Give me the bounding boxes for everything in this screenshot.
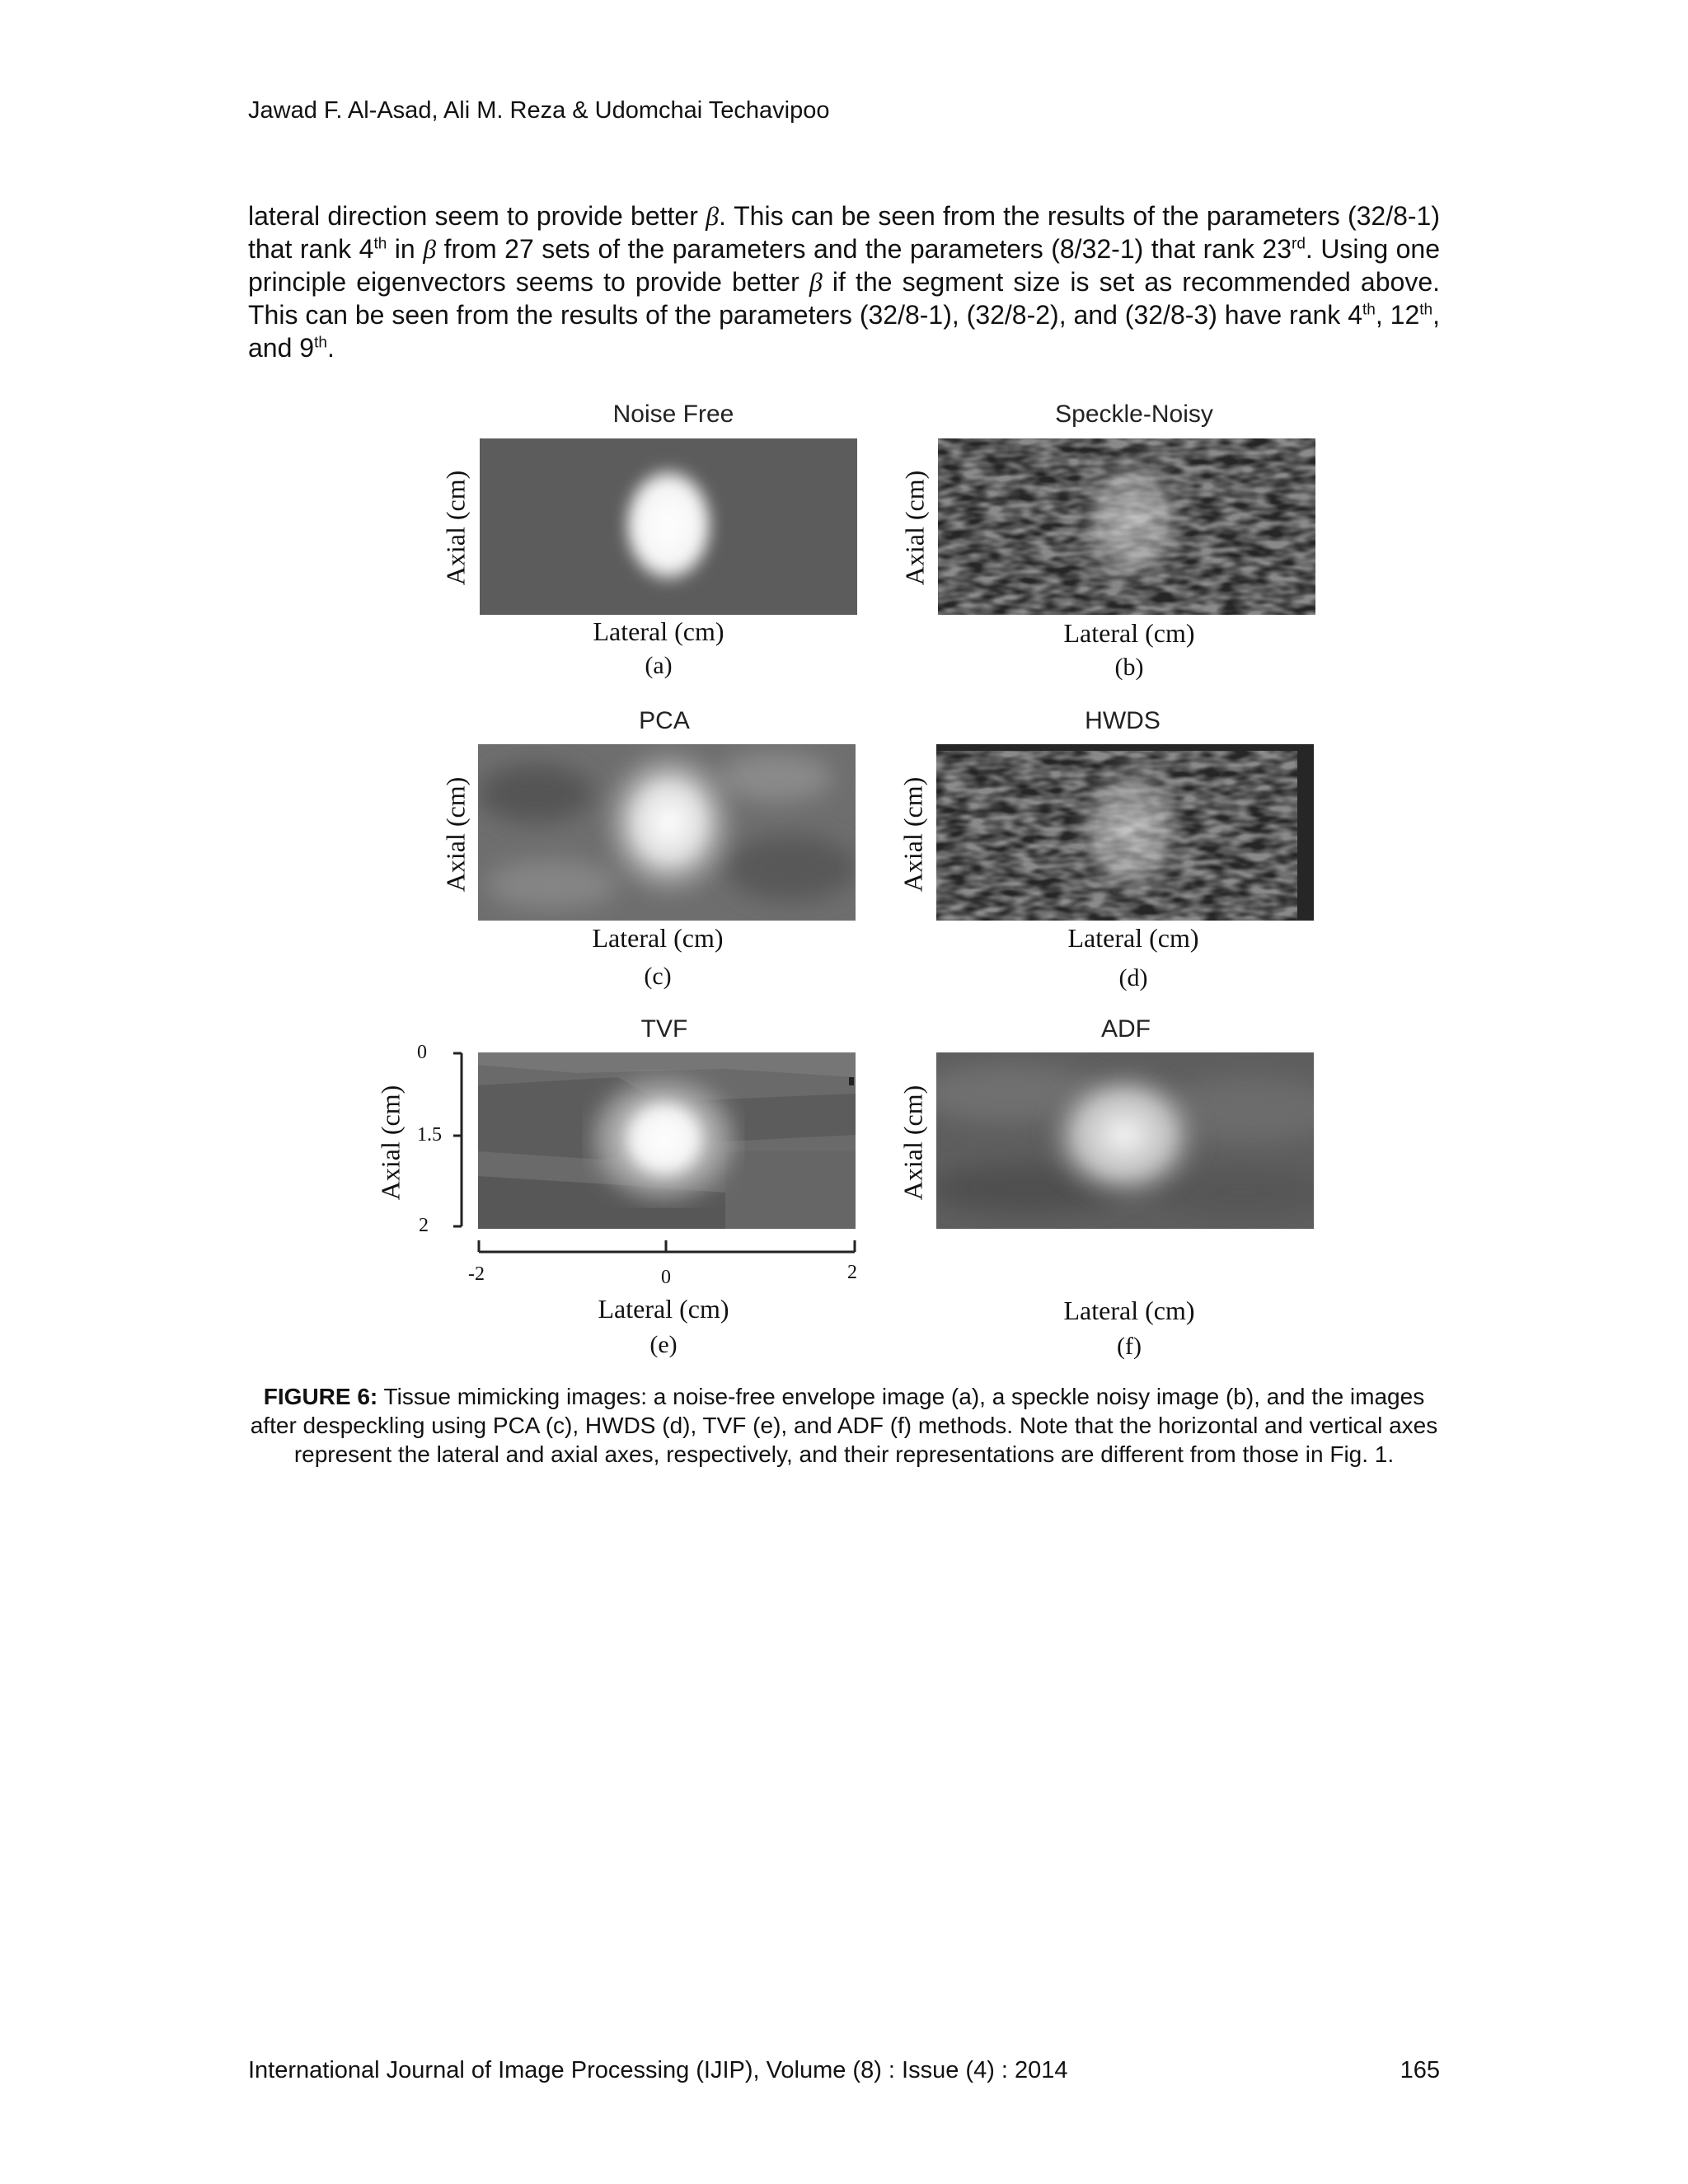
figure-caption — [248, 1382, 1440, 1469]
caption-text: Tissue mimicking images: a noise-free envelope image (a), a speckle noisy image (b), and the images after despeckling using PCA (c), HWDS (d), TVF (e), and ADF (f) methods. Note that the horizontal and vertical axes represent the lateral and axial axes, respectively, and their representations are different from those in Fig. 1. — [250, 1384, 1438, 1467]
x-axis-e — [474, 1232, 861, 1257]
speckle-noisy-image — [938, 438, 1315, 615]
y-axis-label-d: Axial (cm) — [898, 776, 928, 893]
x-tick-0: 0 — [661, 1267, 671, 1288]
panel-title-e: TVF — [640, 1015, 688, 1043]
panel-title-f: ADF — [1101, 1015, 1151, 1043]
panel-title-c: PCA — [639, 707, 690, 734]
running-header: Jawad F. Al-Asad, Ali M. Reza & Udomchai Techavipoo — [248, 97, 830, 124]
y-axis-label-f: Axial (cm) — [898, 1085, 928, 1201]
y-tick-1-5: 1.5 — [417, 1124, 442, 1146]
x-axis-label-b: Lateral (cm) — [1063, 618, 1195, 648]
sublabel-f: (f) — [1117, 1333, 1142, 1360]
sublabel-a: (a) — [645, 652, 673, 679]
x-axis-label-c: Lateral (cm) — [592, 923, 724, 953]
x-tick-2: 2 — [847, 1262, 857, 1283]
sublabel-e: (e) — [649, 1331, 678, 1358]
page-number: 165 — [1400, 2057, 1440, 2083]
x-tick-neg2: -2 — [468, 1263, 485, 1285]
footer-journal: International Journal of Image Processing (IJIP), Volume (8) : Issue (4) : 2014 — [248, 2057, 1068, 2083]
sublabel-d: (d) — [1118, 964, 1148, 991]
pca-image — [478, 744, 856, 921]
x-axis-label-d: Lateral (cm) — [1067, 923, 1199, 953]
body-paragraph: lateral direction seem to provide better β. This can be seen from the results of the parameters (32/8-1) that rank 4th in β from 27 sets of the parameters and the parameters (8/32-1) that rank 23rd. Using one principle eigenvectors seems to provide better β if the segment size is set as recommended above. This can be seen from the results of the parameters (32/8-1), (32/8-2), and (32/8-3) have rank 4th, 12th, and 9th. — [248, 201, 1441, 363]
sublabel-c: (c) — [644, 963, 672, 990]
y-axis-label-e: Axial (cm) — [375, 1085, 406, 1201]
x-axis-label-f: Lateral (cm) — [1063, 1296, 1195, 1325]
y-axis-e — [445, 1047, 478, 1236]
y-axis-label-c: Axial (cm) — [440, 776, 471, 893]
y-axis-label-b: Axial (cm) — [899, 470, 930, 586]
panel-title-b: Speckle-Noisy — [1055, 401, 1213, 428]
y-tick-0: 0 — [417, 1042, 427, 1063]
panel-title-a: Noise Free — [612, 401, 734, 428]
hwds-image — [936, 744, 1314, 921]
noise-free-image — [480, 438, 857, 615]
y-tick-2: 2 — [419, 1215, 429, 1236]
y-axis-label-a: Axial (cm) — [440, 470, 471, 586]
sublabel-b: (b) — [1114, 654, 1144, 681]
panel-title-d: HWDS — [1085, 707, 1160, 734]
x-axis-label-a: Lateral (cm) — [593, 616, 724, 646]
x-axis-label-e: Lateral (cm) — [598, 1294, 729, 1324]
adf-image — [936, 1052, 1314, 1229]
tvf-image — [478, 1052, 856, 1229]
caption-label: FIGURE 6: — [263, 1384, 378, 1409]
